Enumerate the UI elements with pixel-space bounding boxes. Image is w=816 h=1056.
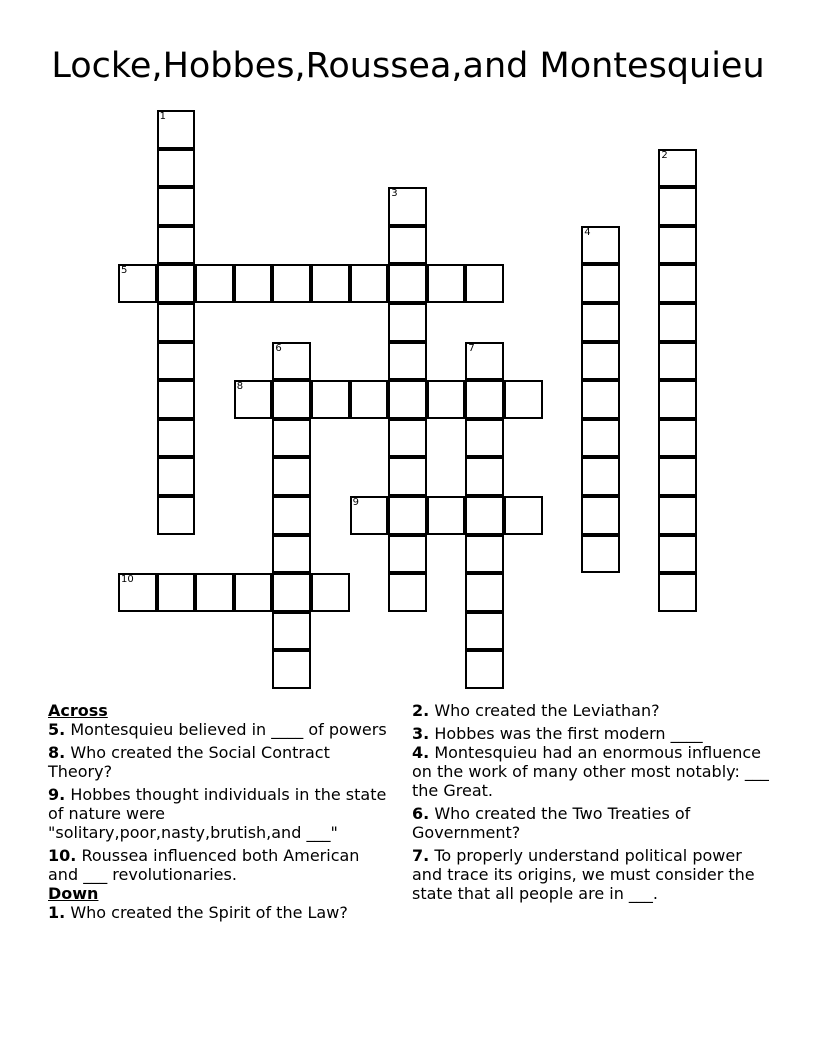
grid-cell[interactable]: [157, 264, 196, 303]
grid-cell[interactable]: [272, 264, 311, 303]
grid-cell[interactable]: [350, 380, 389, 419]
grid-cell[interactable]: [157, 573, 196, 612]
grid-cell[interactable]: [157, 149, 196, 188]
grid-cell[interactable]: [272, 457, 311, 496]
clue-down-6: [412, 804, 772, 842]
grid-cell[interactable]: [118, 573, 157, 612]
grid-cell[interactable]: [658, 226, 697, 265]
grid-cell[interactable]: [272, 496, 311, 535]
grid-cell[interactable]: [157, 342, 196, 381]
clue-down-4: [412, 743, 772, 800]
grid-cell[interactable]: [504, 380, 543, 419]
grid-cell[interactable]: [427, 380, 466, 419]
grid-cell[interactable]: [465, 650, 504, 689]
grid-cell[interactable]: [272, 535, 311, 574]
grid-cell[interactable]: [658, 457, 697, 496]
grid-cell[interactable]: [234, 264, 273, 303]
grid-cell[interactable]: [504, 496, 543, 535]
grid-cell[interactable]: [581, 303, 620, 342]
grid-cell[interactable]: [118, 264, 157, 303]
grid-cell[interactable]: [388, 187, 427, 226]
grid-cell[interactable]: [658, 187, 697, 226]
grid-cell[interactable]: [465, 573, 504, 612]
grid-cell[interactable]: [581, 457, 620, 496]
grid-cell[interactable]: [234, 380, 273, 419]
grid-cell[interactable]: [465, 264, 504, 303]
grid-cell[interactable]: [658, 419, 697, 458]
clue-number: 8.: [48, 743, 66, 762]
clue-text: Hobbes was the first modern ____: [434, 724, 703, 743]
clue-number: 2.: [412, 701, 430, 720]
grid-cell[interactable]: [272, 650, 311, 689]
grid-cell[interactable]: [388, 264, 427, 303]
clue-down-3: [412, 724, 772, 743]
grid-cell[interactable]: [465, 342, 504, 381]
grid-cell[interactable]: [465, 380, 504, 419]
clue-number: 7.: [412, 846, 430, 865]
grid-cell[interactable]: [311, 264, 350, 303]
grid-cell[interactable]: [581, 380, 620, 419]
grid-cell[interactable]: [272, 612, 311, 651]
grid-cell[interactable]: [195, 264, 234, 303]
grid-cell[interactable]: [465, 457, 504, 496]
grid-cell[interactable]: [388, 380, 427, 419]
grid-cell[interactable]: [272, 342, 311, 381]
clue-text: Who created the Leviathan?: [434, 701, 660, 720]
down-heading: Down: [48, 884, 99, 903]
grid-cell[interactable]: [388, 496, 427, 535]
clue-across-10: [48, 846, 393, 884]
grid-cell[interactable]: [157, 187, 196, 226]
grid-cell[interactable]: [350, 264, 389, 303]
grid-cell[interactable]: [581, 264, 620, 303]
grid-cell[interactable]: [581, 342, 620, 381]
grid-cell[interactable]: [465, 496, 504, 535]
grid-cell[interactable]: [465, 612, 504, 651]
grid-cell[interactable]: [157, 226, 196, 265]
grid-cell[interactable]: [234, 573, 273, 612]
grid-cell[interactable]: [658, 573, 697, 612]
clue-text: Who created the Social Contract Theory?: [48, 743, 330, 781]
clue-across-5: [48, 720, 393, 739]
grid-cell[interactable]: [311, 380, 350, 419]
grid-cell[interactable]: [272, 419, 311, 458]
grid-cell[interactable]: [658, 342, 697, 381]
grid-cell[interactable]: [272, 380, 311, 419]
clue-across-9: [48, 785, 393, 842]
grid-cell[interactable]: [581, 535, 620, 574]
clue-text: Hobbes thought individuals in the state of nature were "solitary,poor,nasty,brutish,and ___": [48, 785, 387, 842]
clues-left-column: [48, 701, 393, 926]
cell-number: 7: [468, 342, 475, 354]
clue-number: 10.: [48, 846, 77, 865]
grid-cell[interactable]: [658, 535, 697, 574]
clue-across-8: [48, 743, 393, 781]
grid-cell[interactable]: [581, 496, 620, 535]
grid-cell[interactable]: [388, 226, 427, 265]
across-heading: Across: [48, 701, 108, 720]
grid-cell[interactable]: [388, 303, 427, 342]
grid-cell[interactable]: [157, 419, 196, 458]
grid-cell[interactable]: [350, 496, 389, 535]
grid-cell[interactable]: [658, 264, 697, 303]
clue-text: Roussea influenced both American and ___ revolutionaries.: [48, 846, 360, 884]
clue-text: Who created the Spirit of the Law?: [70, 903, 348, 922]
cell-number: 5: [121, 265, 128, 277]
grid-cell[interactable]: [581, 419, 620, 458]
puzzle-title: Locke,Hobbes,Roussea,and Montesquieu: [51, 46, 765, 86]
clue-text: Who created the Two Treaties of Government?: [412, 804, 691, 842]
clue-text: Montesquieu believed in ____ of powers: [70, 720, 387, 739]
clue-down-1: [48, 903, 393, 922]
grid-cell[interactable]: [388, 457, 427, 496]
grid-cell[interactable]: [272, 573, 311, 612]
grid-cell[interactable]: [157, 496, 196, 535]
grid-cell[interactable]: [157, 303, 196, 342]
clue-number: 4.: [412, 743, 430, 762]
cell-number: 4: [584, 226, 591, 238]
cell-number: 10: [121, 574, 134, 586]
grid-cell[interactable]: [658, 303, 697, 342]
grid-cell[interactable]: [388, 573, 427, 612]
grid-cell[interactable]: [157, 380, 196, 419]
grid-cell[interactable]: [658, 496, 697, 535]
grid-cell[interactable]: [658, 149, 697, 188]
grid-cell[interactable]: [195, 573, 234, 612]
grid-cell[interactable]: [427, 496, 466, 535]
clue-number: 1.: [48, 903, 66, 922]
grid-cell[interactable]: [157, 110, 196, 149]
cell-number: 2: [661, 149, 668, 161]
clue-number: 3.: [412, 724, 430, 743]
grid-cell[interactable]: [465, 419, 504, 458]
clue-number: 5.: [48, 720, 66, 739]
cell-number: 6: [275, 342, 282, 354]
clue-number: 9.: [48, 785, 66, 804]
clue-down-2: [412, 701, 772, 720]
cell-number: 8: [236, 381, 244, 393]
grid-cell[interactable]: [388, 342, 427, 381]
grid-cell[interactable]: [157, 457, 196, 496]
grid-cell[interactable]: [388, 535, 427, 574]
grid-cell[interactable]: [311, 573, 350, 612]
grid-cell[interactable]: [581, 226, 620, 265]
cell-number: 3: [391, 188, 398, 200]
grid-cell[interactable]: [388, 419, 427, 458]
cell-number: 1: [159, 111, 166, 122]
grid-cell[interactable]: [427, 264, 466, 303]
clue-down-7: [412, 846, 772, 903]
grid-cell[interactable]: [658, 380, 697, 419]
cell-number: 9: [352, 497, 359, 508]
clue-text: To properly understand political power and trace its origins, we must consider the state that all people are in ___.: [412, 846, 755, 903]
clues-right-column: [412, 701, 772, 907]
clue-number: 6.: [412, 804, 430, 823]
clue-text: Montesquieu had an enormous influence on the work of many other most notably: ___ the Great.: [412, 743, 769, 800]
grid-cell[interactable]: [465, 535, 504, 574]
